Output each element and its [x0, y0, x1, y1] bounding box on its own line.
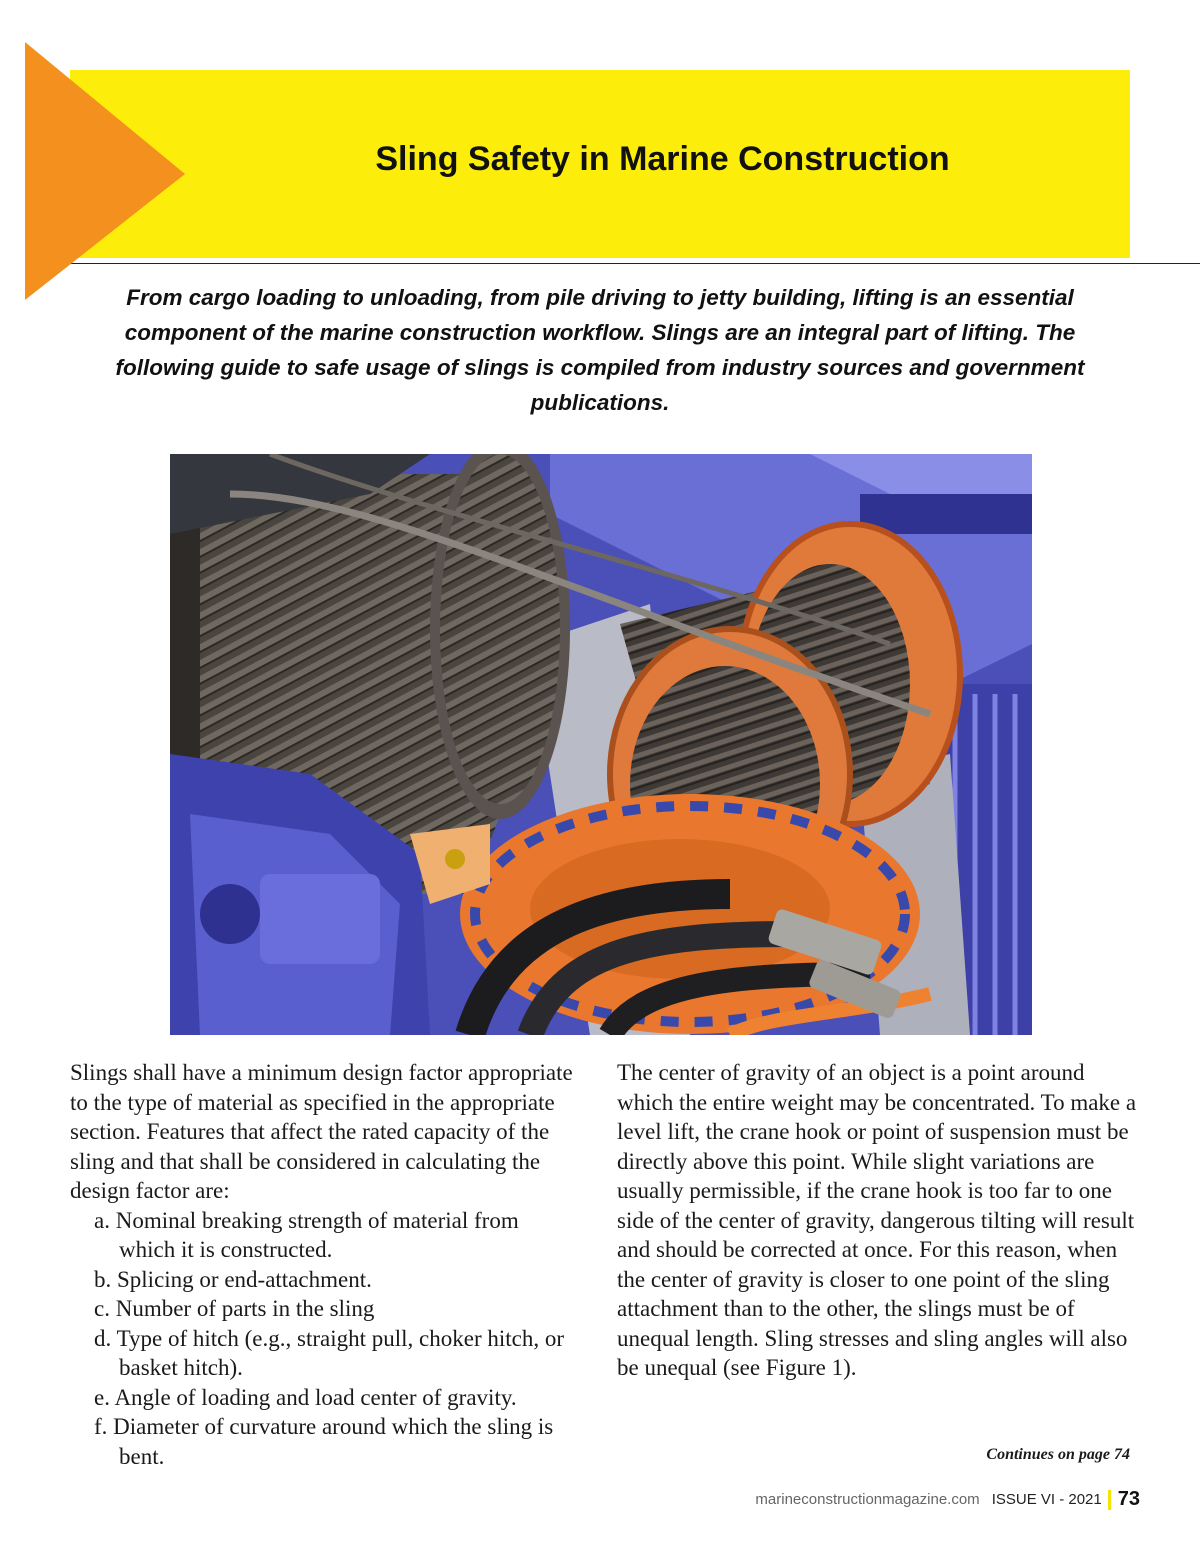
- design-factor-paragraph: Slings shall have a minimum design factor appropriate to the type of material as specified in the appropriate section. Features that affect the rated capacity of the sling and that shall be considered in calculating the design factor are:: [70, 1060, 573, 1203]
- page-number: 73: [1117, 1488, 1140, 1510]
- winch-drums-photo: [170, 454, 1032, 1035]
- list-item: d. Type of hitch (e.g., straight pull, choker hitch, or basket hitch).: [94, 1325, 564, 1380]
- footer-divider: [1108, 1490, 1111, 1510]
- center-of-gravity-paragraph: The center of gravity of an object is a point around which the entire weight may be concentrated. To make a level lift, the crane hook or point of suspension must be directly above this point. While slight variations are usually permissible, if the crane hook is too far to one side of the center of gravity, dangerous tilting will result and should be corrected at once. For this reason, when the center of gravity is closer to one point of the sling attachment than to the other, the slings must be of unequal length. Sling stresses and sling angles will also be unequal (see Figure 1).: [617, 1060, 1137, 1380]
- page-footer: [755, 1488, 1140, 1511]
- list-item: f. Diameter of curvature around which the sling is bent.: [94, 1414, 554, 1469]
- header-rule: [70, 263, 1200, 264]
- right-column: [617, 1058, 1137, 1383]
- winch-drums-illustration: [170, 454, 1032, 1035]
- article-intro: From cargo loading to unloading, from pile driving to jetty building, lifting is an essential component of the marine construction workflow. Slings are an integral part of lifting. The following guide to safe usage of slings is compiled from industry sources and government publications.: [115, 285, 1085, 415]
- footer-site: marineconstructionmagazine.com: [755, 1491, 980, 1508]
- orange-triangle-decoration: [25, 42, 185, 300]
- list-item: c. Number of parts in the sling: [94, 1296, 375, 1321]
- article-title: Sling Safety in Marine Construction: [375, 140, 950, 178]
- continues-note: Continues on page 74: [986, 1446, 1130, 1463]
- list-item: a. Nominal breaking strength of material from which it is constructed.: [94, 1207, 519, 1262]
- list-item: e. Angle of loading and load center of gravity.: [94, 1384, 517, 1410]
- left-column: [70, 1058, 580, 1471]
- footer-issue: ISSUE VI - 2021: [991, 1491, 1102, 1508]
- design-factor-list: [70, 1206, 580, 1472]
- list-item: b. Splicing or end-attachment.: [94, 1266, 372, 1292]
